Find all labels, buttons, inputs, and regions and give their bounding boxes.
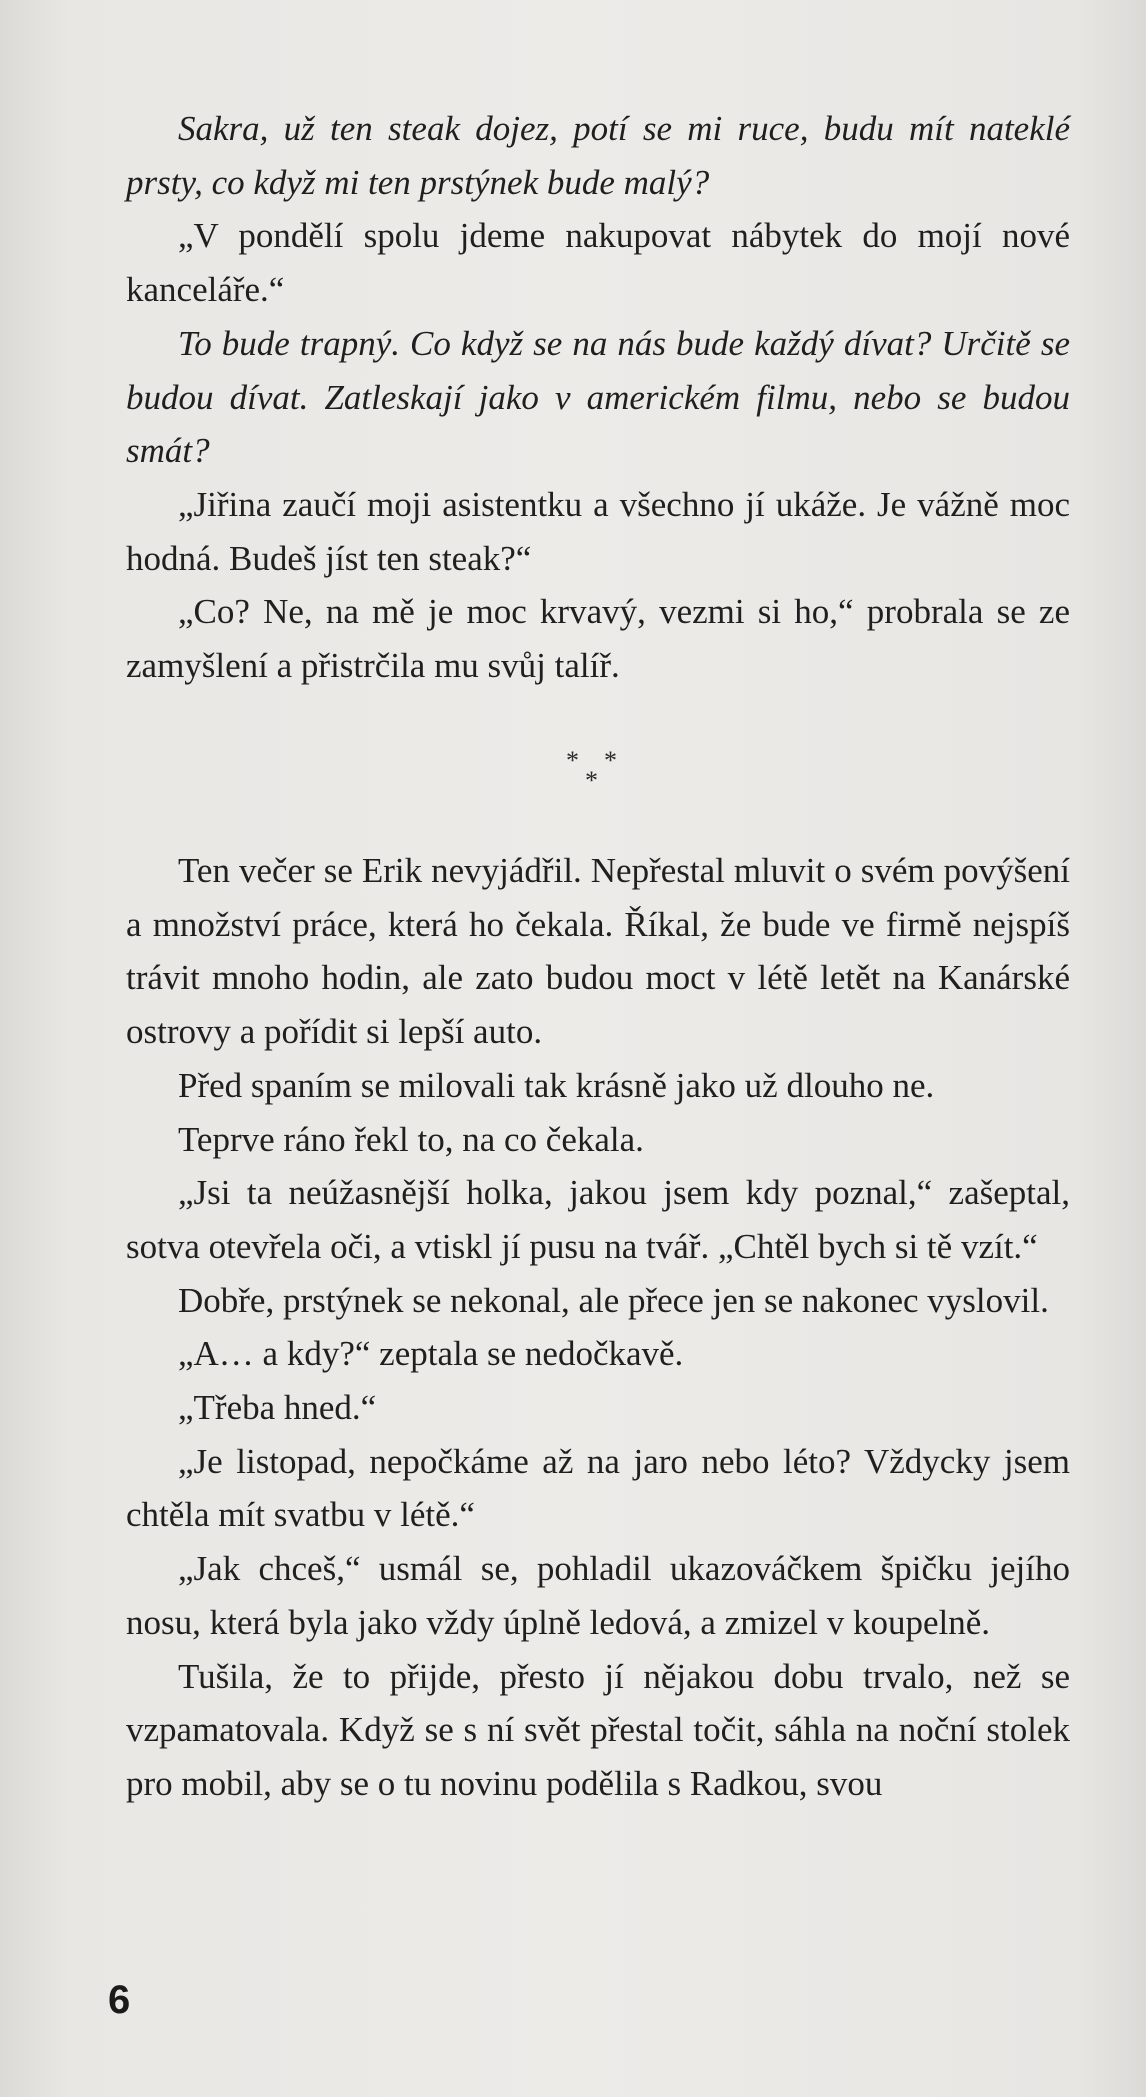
paragraph: Ten večer se Erik nevyjádřil. Nepřestal mluvit o svém povýšení a množství práce, která ho čekala. Říkal, že bude ve firmě nejspíš trávit mnoho hodin, ale zato budou moct v létě letět na Kanárské ostrovy a pořídit si lepší auto. xyxy=(126,851,1070,1052)
paragraph: „Co? Ne, na mě je moc krvavý, vezmi si ho,“ probrala se ze zamyšlení a přistrčila mu svůj talíř. xyxy=(126,592,1070,686)
divider-star: * xyxy=(604,746,617,775)
paragraph: „A… a kdy?“ zeptala se nedočkavě. xyxy=(178,1334,684,1374)
paragraph: Před spaním se milovali tak krásně jako už dlouho ne. xyxy=(178,1065,935,1105)
paragraph: Sakra, už ten steak dojez, potí se mi ruce, budu mít nateklé prsty, co když mi ten prstýnek bude malý? xyxy=(126,109,1070,202)
divider-star: * xyxy=(566,746,579,775)
section-divider xyxy=(560,742,630,795)
text-block-bottom xyxy=(126,844,1070,1811)
paragraph: Tušila, že to přijde, přesto jí nějakou dobu trvalo, než se vzpamatovala. Když se s ní svět přestal točit, sáhla na noční stolek pro mobil, aby se o tu novinu podělila s Radkou, svou xyxy=(126,1656,1070,1803)
paragraph: To bude trapný. Co když se na nás bude každý dívat? Určitě se budou dívat. Zatleskají jako v americkém filmu, nebo se budou smát? xyxy=(126,323,1070,471)
paragraph: „Jak chceš,“ usmál se, pohladil ukazováčkem špičku jejího nosu, která byla jako vždy úplně ledová, a zmizel v koupelně. xyxy=(126,1549,1070,1642)
paragraph: „Je listopad, nepočkáme až na jaro nebo léto? Vždycky jsem chtěla mít svatbu v létě.“ xyxy=(126,1441,1070,1535)
paragraph: Teprve ráno řekl to, na co čekala. xyxy=(178,1119,644,1159)
divider-star: * xyxy=(585,766,598,795)
paragraph: „Jsi ta neúžasnější holka, jakou jsem kdy poznal,“ zašeptal, sotva otevřela oči, a vtiskl jí pusu na tvář. „Chtěl bych si tě vzít.“ xyxy=(126,1173,1070,1266)
paragraph: Dobře, prstýnek se nekonal, ale přece jen se nakonec vyslovil. xyxy=(178,1280,1049,1320)
paragraph: „V pondělí spolu jdeme nakupovat nábytek do mojí nové kanceláře.“ xyxy=(126,216,1070,310)
paragraph: „Třeba hned.“ xyxy=(178,1388,377,1428)
text-block-top xyxy=(126,102,1070,693)
page-number: 6 xyxy=(108,1978,131,2022)
paragraph: „Jiřina zaučí moji asistentku a všechno jí ukáže. Je vážně moc hodná. Budeš jíst ten steak?“ xyxy=(126,484,1070,578)
